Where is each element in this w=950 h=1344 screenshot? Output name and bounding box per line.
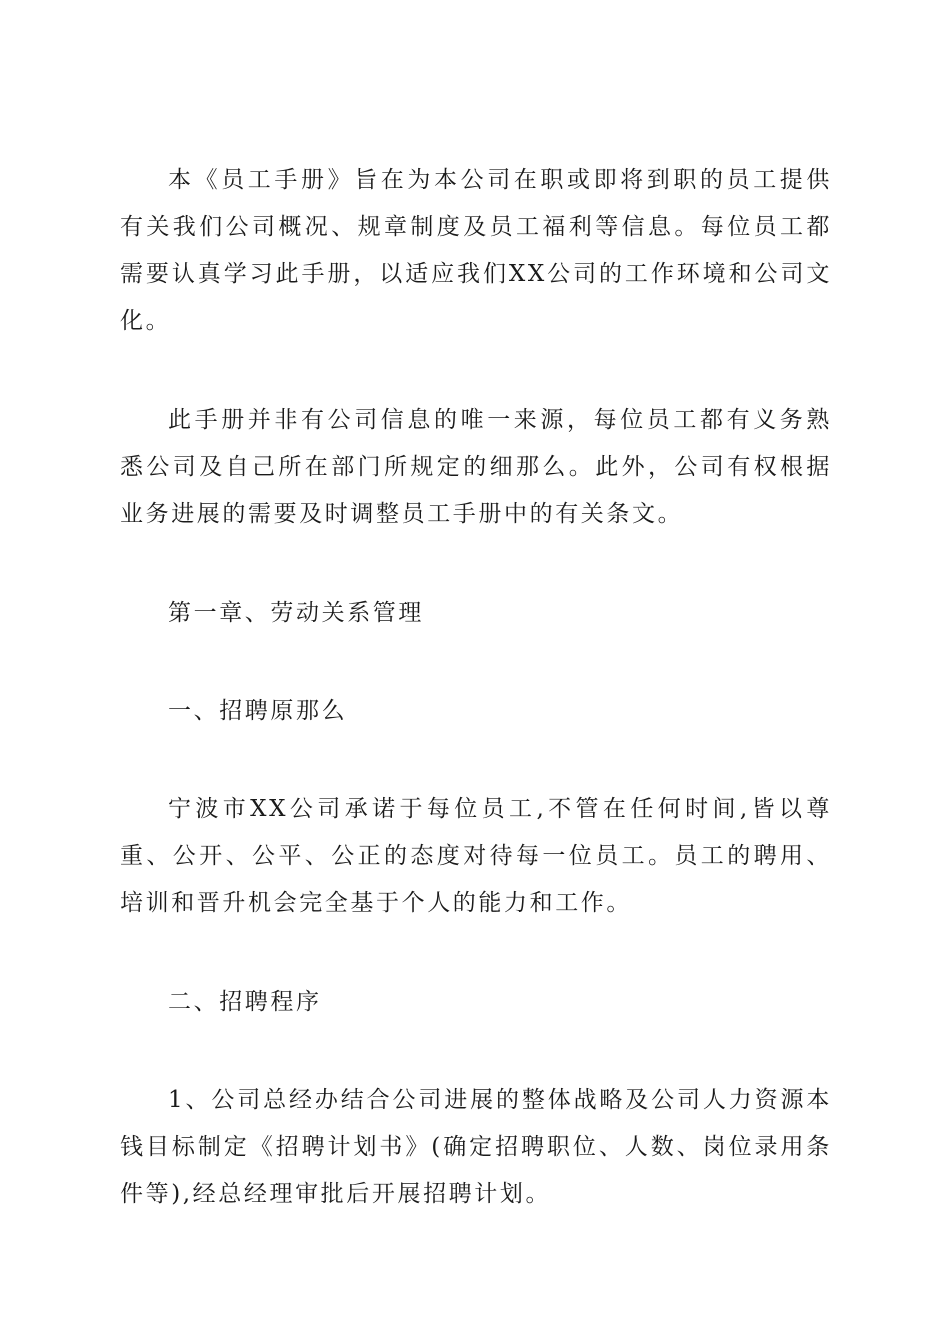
section-title-recruitment-principles: 一、招聘原那么 <box>168 698 348 724</box>
intro-paragraph: 本《员工手册》旨在为本公司在职或即将到职的员工提供有关我们公司概况、规章制度及员工福利等信息。每位员工都需要认真学习此手册，以适应我们XX公司的工作环境和公司文化。 <box>120 167 832 334</box>
chapter-title: 第一章、劳动关系管理 <box>168 600 424 626</box>
section-title-recruitment-procedure: 二、招聘程序 <box>168 989 322 1015</box>
recruitment-principles-paragraph: 宁波市XX公司承诺于每位员工,不管在任何时间,皆以尊重、公开、公平、公正的态度对待每一位员工。员工的聘用、培训和晋升机会完全基于个人的能力和工作。 <box>120 796 832 916</box>
document-body <box>120 157 832 1218</box>
procedure-item-1: 1、公司总经办结合公司进展的整体战略及公司人力资源本钱目标制定《招聘计划书》(确定招聘职位、人数、岗位录用条件等),经总经理审批后开展招聘计划。 <box>120 1087 832 1207</box>
notice-paragraph: 此手册并非有公司信息的唯一来源，每位员工都有义务熟悉公司及自己所在部门所规定的细那么。此外，公司有权根据业务进展的需要及时调整员工手册中的有关条文。 <box>120 407 832 527</box>
